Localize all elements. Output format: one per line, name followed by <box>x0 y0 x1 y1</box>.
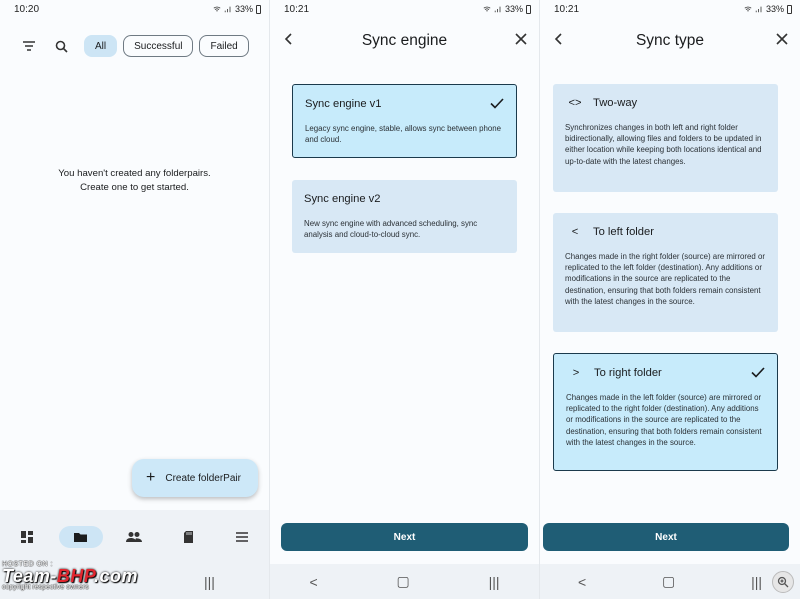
empty-state-message <box>0 167 269 195</box>
filter-chip-successful[interactable]: Successful <box>123 35 193 57</box>
create-folderpair-button[interactable] <box>132 459 258 497</box>
code-brackets-icon: <> <box>568 97 582 109</box>
status-time: 10:21 <box>284 3 310 15</box>
status-bar <box>270 0 539 18</box>
battery-percent: 33% <box>504 4 523 14</box>
nav-sd-card-icon[interactable] <box>166 526 210 548</box>
sort-icon[interactable] <box>18 35 40 57</box>
option-title: Sync engine v2 <box>304 193 381 205</box>
option-title: To left folder <box>593 226 654 238</box>
chevron-right-icon: > <box>572 367 580 379</box>
option-title: To right folder <box>594 367 662 379</box>
sys-recent-icon[interactable]: ||| <box>204 573 215 590</box>
close-icon[interactable] <box>515 32 527 50</box>
sys-home-icon[interactable]: ▢ <box>662 573 676 589</box>
nav-folder-icon[interactable] <box>59 526 103 548</box>
signal-icon <box>755 5 763 13</box>
header <box>540 28 800 54</box>
status-bar <box>0 0 269 18</box>
empty-line-2: Create one to get started. <box>80 182 189 193</box>
bottom-navigation <box>0 510 269 564</box>
wifi-icon <box>483 5 491 13</box>
nav-people-icon[interactable] <box>112 526 156 548</box>
next-button[interactable]: Next <box>281 523 528 551</box>
option-description: New sync engine with advanced scheduling, sync analysis and cloud-to-cloud sync. <box>304 219 478 240</box>
status-time: 10:21 <box>554 3 580 15</box>
battery-percent: 33% <box>765 4 784 14</box>
plus-icon: + <box>146 469 156 486</box>
header <box>270 28 539 54</box>
sys-back-icon[interactable]: < <box>577 573 587 590</box>
back-chevron-icon[interactable] <box>554 32 564 50</box>
watermark: HOSTED ON : Team-BHP.com copyright respective owners <box>2 561 202 597</box>
signal-icon <box>224 5 232 13</box>
sys-back-icon[interactable]: < <box>309 573 318 590</box>
battery-icon <box>526 5 531 14</box>
sync-engine-v1-option[interactable] <box>292 84 517 158</box>
close-icon[interactable] <box>776 32 788 50</box>
nav-dashboard-icon[interactable] <box>5 526 49 548</box>
toolbar <box>18 34 259 58</box>
empty-line-1: You haven't created any folderpairs. <box>58 168 211 179</box>
back-chevron-icon[interactable] <box>284 32 294 50</box>
option-description: Changes made in the right folder (source) are mirrored or replicated to the left folder (destination). Any additions or modifications in the source are replicated to the destination, ensuring that both folders remain consistent with the latest changes in the source. <box>565 252 765 306</box>
battery-icon <box>787 5 792 14</box>
signal-icon <box>494 5 502 13</box>
page-title: Sync engine <box>361 32 448 49</box>
check-icon <box>490 96 504 114</box>
sync-engine-v2-option[interactable] <box>292 180 517 253</box>
filter-chip-failed[interactable]: Failed <box>199 35 248 57</box>
option-description: Legacy sync engine, stable, allows sync between phone and cloud. <box>305 124 502 145</box>
status-time: 10:20 <box>14 3 40 15</box>
check-icon <box>751 365 765 383</box>
option-title: Two-way <box>593 97 638 109</box>
folderpairs-screen <box>0 0 269 599</box>
zoom-icon[interactable] <box>772 571 794 593</box>
system-navigation <box>270 564 539 599</box>
battery-icon <box>256 5 261 14</box>
two-way-option[interactable] <box>553 84 778 192</box>
next-button[interactable]: Next <box>543 523 789 551</box>
to-right-folder-option[interactable] <box>553 353 778 471</box>
chevron-left-icon: < <box>571 226 579 238</box>
fab-label: Create folderPair <box>165 472 241 484</box>
to-left-folder-option[interactable] <box>553 213 778 332</box>
system-navigation <box>540 564 800 599</box>
option-description: Synchronizes changes in both left and right folder bidirectionally, allowing files and folders to be updated in either location while keeping both locations identical and up-to-date with the latest changes. <box>565 123 762 166</box>
wifi-icon <box>213 5 221 13</box>
battery-percent: 33% <box>234 4 253 14</box>
status-bar <box>540 0 800 18</box>
sync-engine-screen <box>269 0 539 599</box>
sys-home-icon[interactable]: ▢ <box>396 573 410 589</box>
watermark-brand: Team-BHP.com <box>2 566 139 586</box>
option-title: Sync engine v1 <box>305 98 382 110</box>
wifi-icon <box>744 5 752 13</box>
search-icon[interactable] <box>50 35 72 57</box>
page-title: Sync type <box>635 32 705 49</box>
nav-menu-icon[interactable] <box>220 526 264 548</box>
sync-type-screen <box>539 0 800 599</box>
sys-recent-icon[interactable]: ||| <box>751 573 763 590</box>
filter-chip-all[interactable]: All <box>84 35 117 57</box>
option-description: Changes made in the left folder (source) are mirrored or replicated to the right folder (destination). Any additions or modifications in the source are replicated to the destination, ensuring that both folders remain consistent with the latest changes in the source. <box>566 393 762 447</box>
sys-recent-icon[interactable]: ||| <box>488 573 500 590</box>
system-navigation <box>0 564 269 599</box>
